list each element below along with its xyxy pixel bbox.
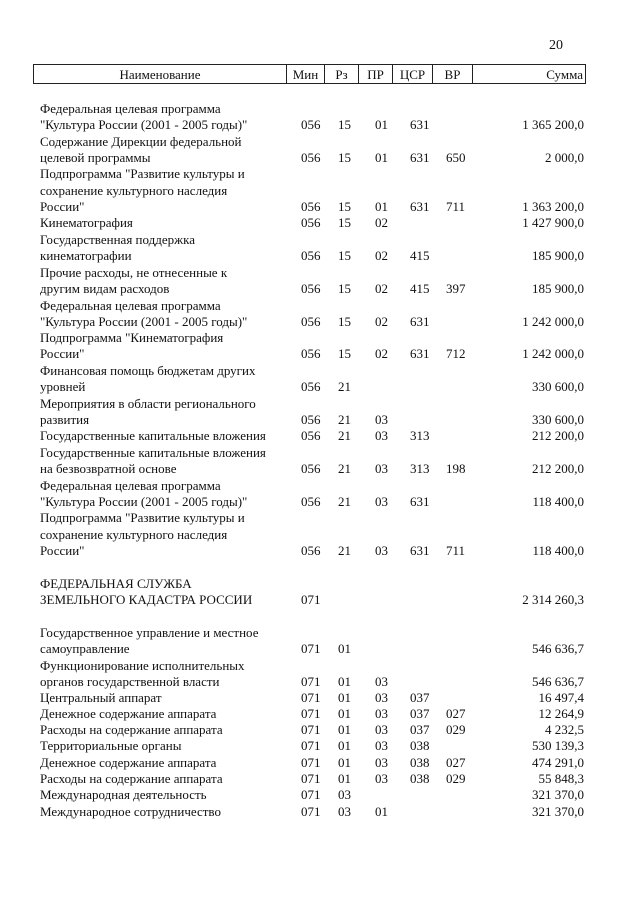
cell-rz: 03 [338,787,351,802]
cell-name: Кинематография [40,214,133,230]
cell-rz: 01 [338,690,351,705]
cell-vr: 027 [446,706,466,721]
cell-min: 071 [301,771,321,786]
cell-rz: 15 [338,314,351,329]
cell-name: Государственная поддержка кинематографии [40,231,196,263]
cell-pr: 03 [375,674,388,689]
cell-csr: 038 [410,771,430,786]
cell-rz: 01 [338,641,351,656]
cell-min: 056 [301,412,321,427]
cell-csr: 038 [410,738,430,753]
cell-sum: 12 264,9 [538,706,584,721]
cell-vr: 397 [446,281,466,296]
cell-name: Международная деятельность [40,786,207,802]
cell-pr: 03 [375,771,388,786]
cell-pr: 01 [375,804,388,819]
cell-sum: 1 363 200,0 [522,199,584,214]
cell-csr: 037 [410,722,430,737]
cell-rz: 15 [338,346,351,361]
cell-pr: 01 [375,150,388,165]
header-pr: ПР [359,65,393,83]
cell-vr: 029 [446,722,466,737]
cell-pr: 03 [375,755,388,770]
cell-min: 071 [301,674,321,689]
cell-vr: 029 [446,771,466,786]
cell-name: Государственное управление и местное самоуправление [40,624,259,656]
cell-csr: 631 [410,314,430,329]
cell-csr: 631 [410,346,430,361]
cell-rz: 01 [338,771,351,786]
cell-min: 056 [301,117,321,132]
cell-min: 056 [301,281,321,296]
cell-vr: 711 [446,199,466,214]
cell-name: Подпрограмма "Кинематография России" [40,329,224,361]
header-sum: Сумма [546,67,583,82]
cell-name: Функционирование исполнительных органов государственной власти [40,657,245,689]
cell-rz: 15 [338,117,351,132]
cell-rz: 21 [338,494,351,509]
cell-sum: 546 636,7 [532,641,584,656]
cell-min: 056 [301,461,321,476]
header-name: Наименование [34,65,287,83]
cell-pr: 03 [375,543,388,558]
cell-pr: 02 [375,346,388,361]
cell-min: 056 [301,150,321,165]
cell-csr: 037 [410,690,430,705]
cell-name: Прочие расходы, не отнесенные к другим видам расходов [40,264,228,296]
cell-rz: 21 [338,412,351,427]
cell-csr: 631 [410,543,430,558]
cell-name: Подпрограмма "Развитие культуры и сохранение культурного наследия России" [40,166,245,214]
cell-min: 056 [301,199,321,214]
cell-pr: 02 [375,281,388,296]
cell-csr: 313 [410,428,430,443]
page-number: 20 [549,38,563,53]
cell-sum: 2 314 260,3 [522,592,584,607]
cell-rz: 15 [338,199,351,214]
cell-sum: 1 427 900,0 [522,215,584,230]
cell-sum: 185 900,0 [532,248,584,263]
cell-csr: 415 [410,248,430,263]
cell-sum: 212 200,0 [532,428,584,443]
cell-rz: 15 [338,248,351,263]
cell-min: 071 [301,641,321,656]
cell-sum: 118 400,0 [532,494,584,509]
cell-name: Государственные капитальные вложения на безвозвратной основе [40,444,266,476]
header-rz: Рз [325,65,359,83]
cell-csr: 631 [410,199,430,214]
cell-min: 056 [301,314,321,329]
cell-sum: 330 600,0 [532,412,584,427]
cell-sum: 330 600,0 [532,379,584,394]
cell-rz: 01 [338,674,351,689]
cell-vr: 711 [446,543,466,558]
cell-name: Федеральная целевая программа "Культура России (2001 - 2005 годы)" [40,297,248,329]
cell-sum: 530 139,3 [532,738,584,753]
cell-min: 056 [301,379,321,394]
cell-pr: 02 [375,215,388,230]
cell-pr: 01 [375,199,388,214]
cell-sum: 321 370,0 [532,804,584,819]
cell-sum: 1 365 200,0 [522,117,584,132]
cell-name: Содержание Дирекции федеральной целевой программы [40,133,242,165]
cell-min: 056 [301,543,321,558]
cell-min: 056 [301,428,321,443]
cell-pr: 02 [375,248,388,263]
cell-sum: 4 232,5 [545,722,584,737]
cell-rz: 15 [338,281,351,296]
cell-pr: 03 [375,412,388,427]
cell-min: 071 [301,592,321,607]
cell-sum: 118 400,0 [532,543,584,558]
cell-sum: 474 291,0 [532,755,584,770]
cell-min: 071 [301,706,321,721]
header-min: Мин [287,65,325,83]
cell-csr: 415 [410,281,430,296]
cell-csr: 631 [410,494,430,509]
cell-vr: 650 [446,150,466,165]
cell-min: 056 [301,346,321,361]
cell-min: 071 [301,738,321,753]
cell-name: Международное сотрудничество [40,803,221,819]
cell-rz: 01 [338,738,351,753]
cell-name: Денежное содержание аппарата [40,705,217,721]
cell-name: Федеральная целевая программа "Культура России (2001 - 2005 годы)" [40,477,248,509]
cell-name: Государственные капитальные вложения [40,427,266,443]
cell-pr: 03 [375,738,388,753]
cell-vr: 027 [446,755,466,770]
cell-min: 071 [301,787,321,802]
cell-sum: 55 848,3 [538,771,584,786]
cell-name: Расходы на содержание аппарата [40,770,223,786]
cell-min: 056 [301,494,321,509]
cell-csr: 313 [410,461,430,476]
cell-name: Мероприятия в области регионального развития [40,395,256,427]
cell-min: 071 [301,722,321,737]
cell-pr: 03 [375,690,388,705]
cell-sum: 546 636,7 [532,674,584,689]
cell-min: 056 [301,215,321,230]
cell-pr: 03 [375,428,388,443]
cell-vr: 712 [446,346,466,361]
cell-pr: 01 [375,117,388,132]
header-vr: ВР [433,65,473,83]
cell-rz: 21 [338,379,351,394]
cell-sum: 185 900,0 [532,281,584,296]
cell-sum: 16 497,4 [538,690,584,705]
cell-sum: 321 370,0 [532,787,584,802]
cell-csr: 631 [410,117,430,132]
cell-rz: 15 [338,150,351,165]
header-csr: ЦСР [393,65,433,83]
cell-vr: 198 [446,461,466,476]
cell-sum: 212 200,0 [532,461,584,476]
cell-sum: 2 000,0 [545,150,584,165]
cell-min: 071 [301,804,321,819]
cell-name: ФЕДЕРАЛЬНАЯ СЛУЖБА ЗЕМЕЛЬНОГО КАДАСТРА РОССИИ [40,575,253,607]
cell-csr: 037 [410,706,430,721]
cell-min: 071 [301,755,321,770]
cell-pr: 03 [375,722,388,737]
cell-name: Подпрограмма "Развитие культуры и сохранение культурного наследия России" [40,510,245,558]
cell-rz: 21 [338,461,351,476]
cell-pr: 02 [375,314,388,329]
cell-rz: 21 [338,428,351,443]
cell-pr: 03 [375,461,388,476]
cell-rz: 01 [338,722,351,737]
cell-csr: 631 [410,150,430,165]
cell-pr: 03 [375,494,388,509]
cell-rz: 01 [338,755,351,770]
cell-name: Финансовая помощь бюджетам других уровней [40,362,256,394]
cell-name: Федеральная целевая программа "Культура России (2001 - 2005 годы)" [40,100,248,132]
cell-name: Центральный аппарат [40,689,162,705]
cell-rz: 01 [338,706,351,721]
cell-min: 056 [301,248,321,263]
cell-name: Денежное содержание аппарата [40,754,217,770]
cell-rz: 15 [338,215,351,230]
cell-sum: 1 242 000,0 [522,314,584,329]
cell-rz: 21 [338,543,351,558]
cell-pr: 03 [375,706,388,721]
cell-min: 071 [301,690,321,705]
cell-rz: 03 [338,804,351,819]
cell-name: Расходы на содержание аппарата [40,721,223,737]
cell-sum: 1 242 000,0 [522,346,584,361]
cell-csr: 038 [410,755,430,770]
cell-name: Территориальные органы [40,737,182,753]
